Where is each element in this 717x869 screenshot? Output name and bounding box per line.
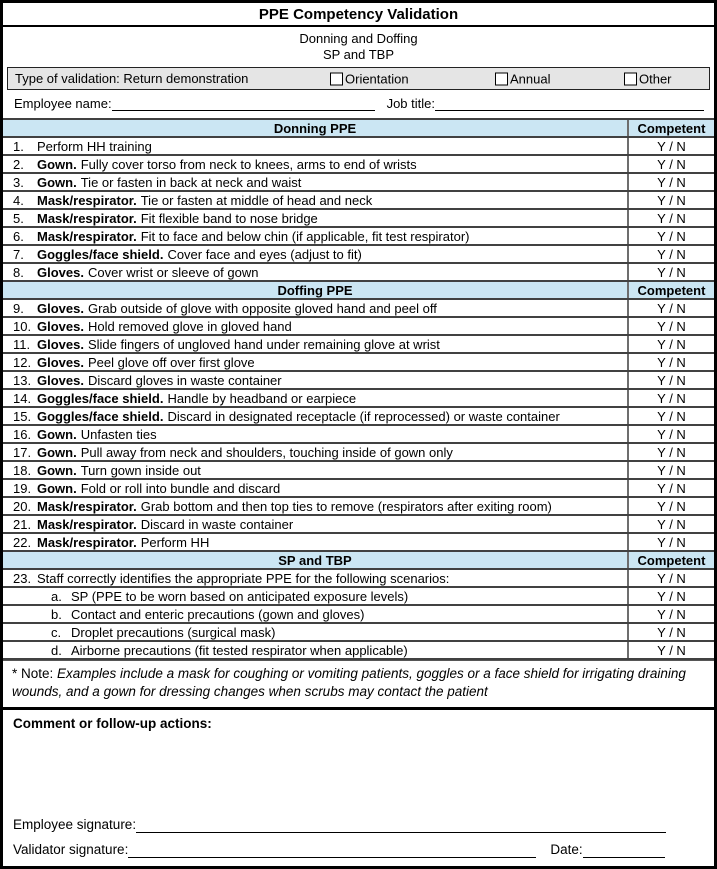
row-lead: Mask/respirator. [37,192,137,208]
row-lead: Gloves. [37,300,84,316]
row-number: 3. [13,174,24,190]
competent-yn-choice[interactable]: Y / N [628,389,714,407]
competent-yn-choice[interactable]: Y / N [628,371,714,389]
other-label: Other [639,71,672,86]
row-text: Discard in waste container [140,516,294,532]
row-lead: Gloves. [37,354,84,370]
row-number: 7. [13,246,24,262]
row-text: Hold removed glove in gloved hand [87,318,292,334]
competent-yn-choice[interactable]: Y / N [628,299,714,317]
row-number: 6. [13,228,24,244]
validation-type-label: Type of validation: Return demonstration [15,71,249,86]
row-text: Fully cover torso from neck to knees, arms to end of wrists [80,156,417,172]
row-number: 14. [13,390,32,406]
row-text: Fold or roll into bundle and discard [80,480,281,496]
row-text: Slide fingers of ungloved hand under remaining glove at wrist [87,336,440,352]
row-text: Droplet precautions (surgical mask) [71,624,276,640]
job-title-field[interactable] [435,97,704,111]
row-text: Contact and enteric precautions (gown and gloves) [71,606,365,622]
row-lead: Mask/respirator. [37,516,137,532]
checklist-row [3,569,714,587]
section-title: SP and TBP [3,551,628,569]
row-text: Tie or fasten at middle of head and neck [140,192,373,208]
row-lead: Gown. [37,462,77,478]
orientation-checkbox[interactable] [330,72,343,85]
date-field[interactable] [583,844,665,858]
competent-yn-choice[interactable]: Y / N [628,497,714,515]
row-lead: Gown. [37,426,77,442]
row-lead: Gown. [37,444,77,460]
employee-name-label: Employee name: [14,96,112,111]
competent-yn-choice[interactable]: Y / N [628,623,714,641]
note-text: Examples include a mask for coughing or vomiting patients, goggles or a face shield for irrigating draining wounds, and a gown for dressing changes when scrubs may contact the patient [12,666,686,699]
competent-yn-choice[interactable]: Y / N [628,569,714,587]
row-lead: Gloves. [37,264,84,280]
competent-yn-choice[interactable]: Y / N [628,641,714,659]
competent-yn-choice[interactable]: Y / N [628,317,714,335]
checklist-row [3,317,714,335]
row-number: 22. [13,534,32,550]
row-number: d. [51,642,62,658]
row-number: 15. [13,408,32,424]
competent-yn-choice[interactable]: Y / N [628,461,714,479]
competent-column-header: Competent [628,281,714,299]
section-title: Doffing PPE [3,281,628,299]
competent-yn-choice[interactable]: Y / N [628,245,714,263]
row-number: c. [51,624,62,640]
row-number: 20. [13,498,32,514]
competent-yn-choice[interactable]: Y / N [628,263,714,281]
validator-signature-label: Validator signature: [13,842,129,857]
row-text: SP (PPE to be worn based on anticipated exposure levels) [71,588,409,604]
row-lead: Gloves. [37,372,84,388]
section-header-row [3,281,714,299]
other-checkbox[interactable] [624,72,637,85]
row-number: 4. [13,192,24,208]
row-text: Cover wrist or sleeve of gown [87,264,259,280]
competent-yn-choice[interactable]: Y / N [628,353,714,371]
subtitle-line1: Donning and Doffing [299,31,418,46]
competent-column-header: Competent [628,119,714,137]
competent-column-header: Competent [628,551,714,569]
checklist-row [3,353,714,371]
employee-signature-label: Employee signature: [13,817,137,832]
orientation-label: Orientation [345,71,409,86]
row-text: Unfasten ties [80,426,157,442]
section-header-row [3,551,714,569]
checklist-row [3,425,714,443]
row-lead: Gown. [37,156,77,172]
row-lead: Goggles/face shield. [37,408,164,424]
row-number: 13. [13,372,32,388]
checklist-row [3,173,714,191]
row-text: Staff correctly identifies the appropriate PPE for the following scenarios: [37,570,450,586]
row-number: a. [51,588,62,604]
competent-yn-choice[interactable]: Y / N [628,443,714,461]
row-text: Perform HH training [37,138,152,154]
job-title-label: Job title: [386,96,435,111]
checklist-row [3,461,714,479]
checklist-row [3,245,714,263]
competent-yn-choice[interactable]: Y / N [628,191,714,209]
comment-section [3,710,714,866]
checklist-row [3,389,714,407]
subtitle-line2: SP and TBP [322,47,395,62]
checklist-row [3,479,714,497]
row-text: Discard gloves in waste container [87,372,282,388]
employee-signature-field[interactable] [136,819,666,833]
row-number: 9. [13,300,24,316]
checklist-row [3,371,714,389]
title-bar [3,3,714,27]
checklist-row [3,335,714,353]
competent-yn-choice[interactable]: Y / N [628,209,714,227]
row-lead: Mask/respirator. [37,210,137,226]
row-lead: Mask/respirator. [37,534,137,550]
checklist-row [3,299,714,317]
section-header-row [3,119,714,137]
row-text: Pull away from neck and shoulders, touching inside of gown only [80,444,453,460]
row-lead: Goggles/face shield. [37,390,164,406]
validator-signature-field[interactable] [128,844,536,858]
checklist-row [3,155,714,173]
section-title: Donning PPE [3,119,628,137]
row-text: Tie or fasten in back at neck and waist [80,174,302,190]
date-label: Date: [550,842,583,857]
annual-checkbox[interactable] [495,72,508,85]
checklist-row [3,623,714,641]
row-lead: Gown. [37,174,77,190]
competent-yn-choice[interactable]: Y / N [628,137,714,155]
checklist-row [3,227,714,245]
row-number: b. [51,606,62,622]
competent-yn-choice[interactable]: Y / N [628,515,714,533]
row-lead: Gloves. [37,318,84,334]
row-text: Cover face and eyes (adjust to fit) [167,246,362,262]
checklist-row [3,641,714,659]
row-number: 21. [13,516,32,532]
checklist-row [3,497,714,515]
row-text: Discard in designated receptacle (if reprocessed) or waste container [167,408,560,424]
checklist-row [3,407,714,425]
competent-yn-choice[interactable]: Y / N [628,605,714,623]
employee-name-field[interactable] [112,97,375,111]
competent-yn-choice[interactable]: Y / N [628,335,714,353]
row-number: 19. [13,480,32,496]
competent-yn-choice[interactable]: Y / N [628,587,714,605]
comment-fill-area[interactable] [13,731,704,817]
competent-yn-choice[interactable]: Y / N [628,425,714,443]
row-lead: Mask/respirator. [37,228,137,244]
other-option[interactable] [624,71,672,86]
row-lead: Gown. [37,480,77,496]
row-text: Handle by headband or earpiece [167,390,357,406]
checklist-row [3,209,714,227]
row-number: 17. [13,444,32,460]
note-row [3,660,714,710]
competent-yn-choice[interactable]: Y / N [628,407,714,425]
annual-label: Annual [510,71,551,86]
annual-option[interactable] [495,71,550,86]
row-text: Perform HH [140,534,210,550]
row-text: Fit to face and below chin (if applicable, fit test respirator) [140,228,470,244]
competent-yn-choice[interactable]: Y / N [628,533,714,551]
row-number: 11. [13,336,31,352]
competent-yn-choice[interactable]: Y / N [628,227,714,245]
row-number: 2. [13,156,24,172]
row-number: 12. [13,354,32,370]
checklist-row [3,137,714,155]
row-number: 10. [13,318,32,334]
subtitle [3,27,714,66]
row-number: 23. [13,570,32,586]
row-number: 18. [13,462,32,478]
row-text: Grab bottom and then top ties to remove (respirators after exiting room) [140,498,552,514]
checklist-row [3,515,714,533]
row-number: 5. [13,210,24,226]
employee-signature-row [13,817,704,833]
page-title: PPE Competency Validation [258,5,459,23]
checklist-row [3,587,714,605]
row-number: 1. [13,138,24,154]
row-number: 8. [13,264,24,280]
orientation-option[interactable] [330,71,409,86]
row-lead: Gloves. [37,336,84,352]
note-prefix: * Note: [12,666,58,681]
row-text: Airborne precautions (fit tested respirator when applicable) [71,642,408,658]
validation-type-bar [7,67,710,90]
row-number: 16. [13,426,32,442]
checklist-row [3,191,714,209]
validator-signature-row [13,842,704,858]
competent-yn-choice[interactable]: Y / N [628,479,714,497]
competency-checklist-table [3,118,714,660]
checklist-row [3,605,714,623]
competent-yn-choice[interactable]: Y / N [628,155,714,173]
comment-label: Comment or follow-up actions: [13,716,212,731]
row-lead: Goggles/face shield. [37,246,164,262]
row-lead: Mask/respirator. [37,498,137,514]
competent-yn-choice[interactable]: Y / N [628,173,714,191]
name-row [3,90,714,118]
row-text: Grab outside of glove with opposite gloved hand and peel off [87,300,437,316]
checklist-row [3,263,714,281]
row-text: Turn gown inside out [80,462,201,478]
checklist-row [3,443,714,461]
row-text: Fit flexible band to nose bridge [140,210,318,226]
row-text: Peel glove off over first glove [87,354,255,370]
checklist-row [3,533,714,551]
